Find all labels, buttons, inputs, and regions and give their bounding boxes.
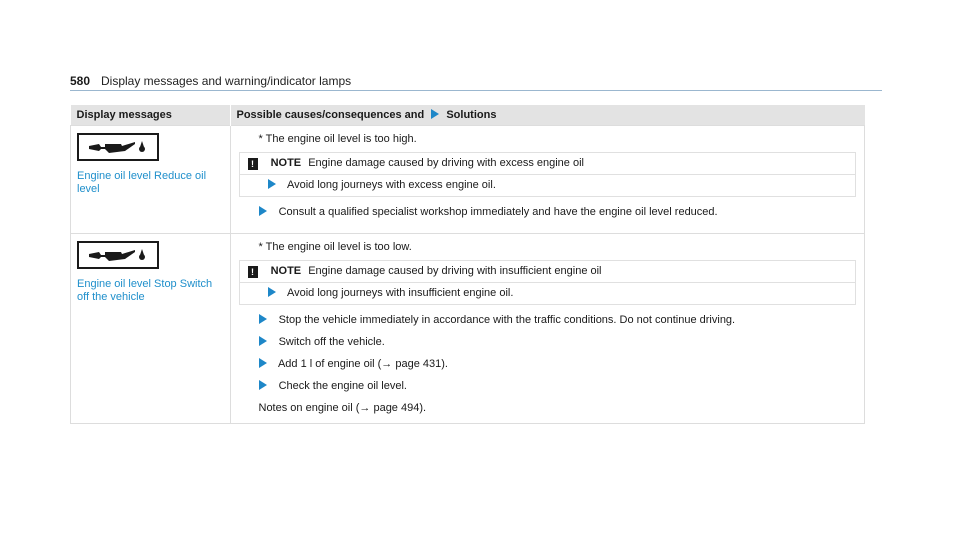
cause-text: * The engine oil level is too high. (258, 133, 417, 145)
note-step (240, 283, 856, 304)
solution-cell (230, 126, 865, 234)
warning-icon: ! (248, 158, 258, 170)
note-step (240, 175, 856, 196)
col-header-causes (230, 105, 865, 126)
solution-step (239, 313, 857, 327)
table-row (71, 234, 865, 424)
solution-step (239, 205, 857, 219)
page-title: Display messages and warning/indicator lamps (101, 74, 352, 88)
solution-cell (230, 234, 865, 424)
note-step-text: Avoid long journeys with insufficient engine oil. (286, 287, 514, 299)
note-text: Engine damage caused by driving with insufficient engine oil (308, 265, 602, 277)
solution-step-text: Add 1 l of engine oil (→ page 431). (277, 358, 448, 370)
col-header-causes-label: Possible causes/consequences and (236, 109, 425, 121)
note-step-text: Avoid long journeys with excess engine oil. (286, 179, 496, 191)
play-arrow-icon (431, 109, 439, 119)
solution-step-text: Stop the vehicle immediately in accordance with the traffic conditions. Do not continue driving. (278, 314, 736, 326)
table-header-row (71, 105, 865, 126)
play-arrow-icon (268, 287, 276, 297)
display-messages-table (70, 105, 865, 424)
message-cell (71, 126, 231, 234)
col-header-solutions-label: Solutions (446, 109, 497, 121)
play-arrow-icon (259, 336, 267, 346)
display-message-text: Engine oil level Reduce oil level (77, 170, 207, 195)
note-label: NOTE (270, 265, 302, 277)
cause-text: * The engine oil level is too low. (258, 241, 412, 253)
engine-oil-level-icon (77, 133, 159, 161)
play-arrow-icon (259, 380, 267, 390)
solution-step (239, 357, 857, 371)
play-arrow-icon (259, 358, 267, 368)
solution-step-text: Consult a qualified specialist workshop immediately and have the engine oil level reduced. (278, 206, 718, 218)
warning-icon: ! (248, 266, 258, 278)
note-header (240, 153, 856, 175)
note-label: NOTE (270, 157, 302, 169)
note-box (239, 152, 857, 197)
col-header-messages: Display messages (71, 105, 231, 126)
engine-oil-level-icon (77, 241, 159, 269)
message-cell (71, 234, 231, 424)
page-header (70, 74, 882, 91)
solution-step (239, 335, 857, 349)
page-number: 580 (70, 74, 91, 88)
play-arrow-icon (259, 206, 267, 216)
footer-reference: Notes on engine oil (→ page 494). (258, 402, 427, 414)
table-row (71, 126, 865, 234)
solution-step-text: Switch off the vehicle. (278, 336, 385, 348)
play-arrow-icon (268, 179, 276, 189)
display-message-text: Engine oil level Stop Switch off the vehicle (77, 278, 213, 303)
note-header (240, 261, 856, 283)
play-arrow-icon (259, 314, 267, 324)
note-box (239, 260, 857, 305)
note-text: Engine damage caused by driving with excess engine oil (308, 157, 584, 169)
solution-step-text: Check the engine oil level. (278, 380, 407, 392)
solution-step (239, 379, 857, 393)
